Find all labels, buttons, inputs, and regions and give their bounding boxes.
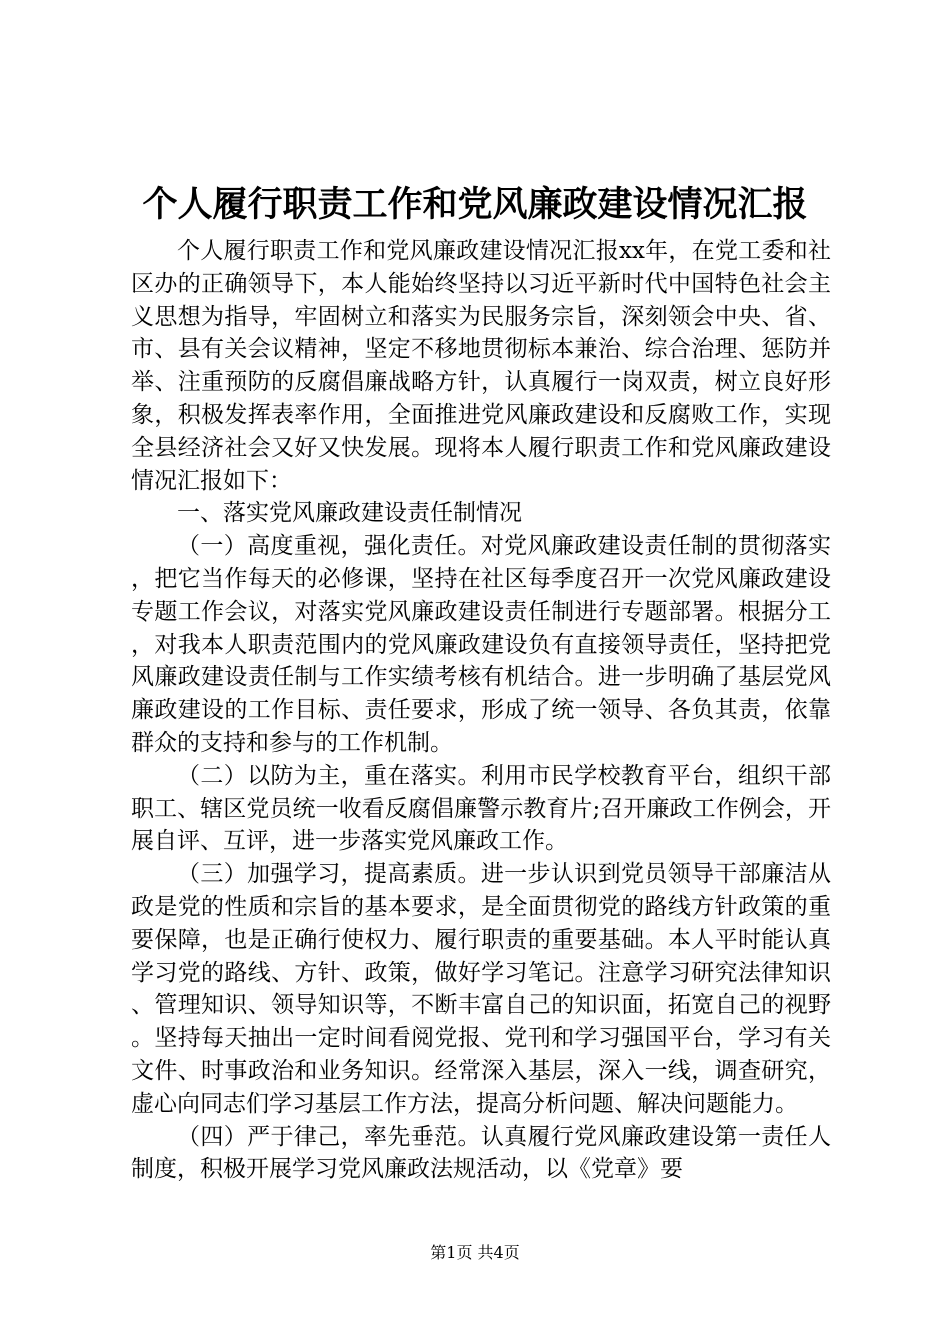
paragraph-intro: 个人履行职责工作和党风廉政建设情况汇报xx年，在党工委和社区办的正确领导下，本人能始终坚持以习近平新时代中国特色社会主义思想为指导，牢固树立和落实为民服务宗旨，深刻领会中央、省、市、县有关会议精神，坚定不移地贯彻标本兼治、综合治理、惩防并举、注重预防的反腐倡廉战略方针，认真履行一岗双责，树立良好形象，积极发挥表率作用，全面推进党风廉政建设和反腐败工作，实现全县经济社会又好又快发展。现将本人履行职责工作和党风廉政建设情况汇报如下： bbox=[131, 238, 831, 494]
paragraph-item-3: （三）加强学习，提高素质。进一步认识到党员领导干部廉洁从政是党的性质和宗旨的基本要求，是全面贯彻党的路线方针政策的重要保障，也是正确行使权力、履行职责的重要基础。本人平时能认真学习党的路线、方针、政策，做好学习笔记。注意学习研究法律知识、管理知识、领导知识等，不断丰富自己的知识面，拓宽自己的视野。坚持每天抽出一定时间看阅党报、党刊和学习强国平台，学习有关文件、时事政治和业务知识。经常深入基层，深入一线，调查研究，虚心向同志们学习基层工作方法，提高分析问题、解决问题能力。 bbox=[131, 861, 831, 1117]
paragraph-item-1: （一）高度重视，强化责任。对党风廉政建设责任制的贯彻落实，把它当作每天的必修课，坚持在社区每季度召开一次党风廉政建设专题工作会议，对落实党风廉政建设责任制进行专题部署。根据分工，对我本人职责范围内的党风廉政建设负有直接领导责任，坚持把党风廉政建设责任制与工作实绩考核有机结合。进一步明确了基层党风廉政建设的工作目标、责任要求，形成了统一领导、各负其责，依靠群众的支持和参与的工作机制。 bbox=[131, 533, 831, 756]
page-number-footer: 第1页 共4页 bbox=[430, 1243, 520, 1262]
paragraph-item-2: （二）以防为主，重在落实。利用市民学校教育平台，组织干部职工、辖区党员统一收看反腐倡廉警示教育片;召开廉政工作例会，开展自评、互评，进一步落实党风廉政工作。 bbox=[131, 762, 831, 855]
document-body bbox=[131, 235, 831, 1186]
document-title: 个人履行职责工作和党风廉政建设情况汇报 bbox=[142, 184, 808, 225]
section-heading-1: 一、落实党风廉政建设责任制情况 bbox=[177, 500, 522, 527]
paragraph-item-4: （四）严于律己，率先垂范。认真履行党风廉政建设第一责任人制度，积极开展学习党风廉政法规活动，以《党章》要 bbox=[131, 1123, 831, 1183]
